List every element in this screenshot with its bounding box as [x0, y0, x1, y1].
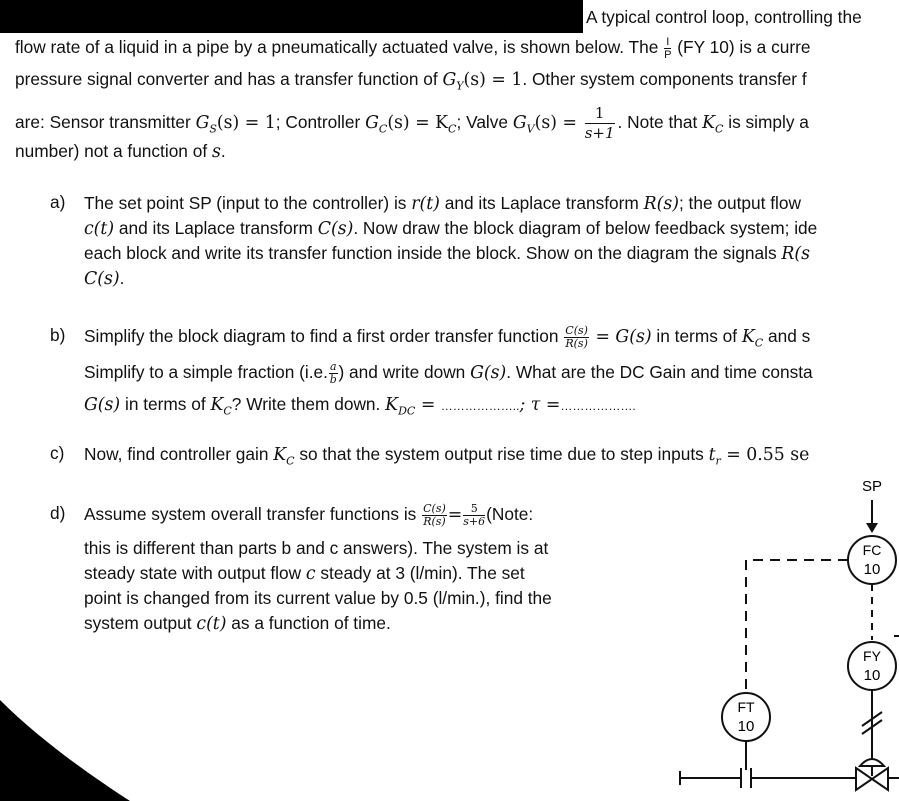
part-d-line-4: point is changed from its current value by 0.5 (l/min.), find the — [84, 588, 552, 608]
part-d-line-5: system output c(t) as a function of time. — [84, 613, 391, 634]
part-a-label: a) — [50, 192, 66, 212]
part-b-line-3: G(s) in terms of $K_C$? Write them down. $K_{DC}$ = ………………..; τ =………………. — [84, 394, 636, 418]
ft-tag: FT — [737, 699, 755, 715]
fy-number: 10 — [863, 667, 881, 684]
intro-line-1: A typical control loop, controlling the — [586, 7, 862, 27]
part-b-line-2: Simplify to a simple fraction (i.e. $\frac{a}{b}$ ) and write down G(s). What are the DC Gain and time consta — [84, 360, 813, 386]
ft-number: 10 — [737, 718, 755, 735]
sp-arrow-head — [866, 523, 878, 533]
part-d-line-2: this is different than parts b and c answers). The system is at — [84, 538, 549, 558]
signal-line-ft-fc — [746, 560, 848, 693]
cr-fraction-d: $\frac{C(s)}{R(s)}$ — [423, 502, 446, 528]
part-b-label: b) — [50, 325, 66, 345]
part-a-line-3: each block and write its transfer function inside the block. Show on the diagram the signals R(s — [84, 243, 811, 264]
fy-tag: FY — [863, 648, 881, 664]
part-a-line-2: c(t) and its Laplace transform C(s). Now draw the block diagram of below feedback system; ide — [84, 218, 818, 239]
part-c-label: c) — [50, 443, 65, 463]
ab-fraction: $\frac{a}{b}$ — [329, 360, 337, 386]
part-b-line-1: Simplify the block diagram to find a first order transfer function $\frac{C(s)}{R(s)}$ = G(s) in terms of $K_C$ and s — [84, 324, 811, 350]
fc-number: 10 — [863, 561, 881, 578]
part-d-label: d) — [50, 503, 66, 523]
valve-actuator — [860, 759, 884, 766]
intro-line-4: are: Sensor transmitter $G_S(s) = 1$; Controller $G_C(s) = K_C$; Valve $G_V(s)$ = $\frac{1}{s+1}$ . Note that $K_C$ is simply a — [15, 104, 809, 142]
five-over-s6-fraction: $\frac{5}{s+6}$ — [463, 502, 486, 528]
intro-line-3: pressure signal converter and has a transfer function of $G_Y(s) = 1$. Other system components transfer f — [15, 69, 807, 93]
part-a-line-1: The set point SP (input to the controller) is r(t) and its Laplace transform R(s); the output flow — [84, 193, 801, 214]
redaction-corner — [0, 700, 130, 801]
fc-tag: FC — [862, 542, 882, 558]
part-d-line-3: steady state with output flow c steady at 3 (l/min). The set — [84, 563, 525, 584]
ip-fraction: $\frac{I}{P}$ — [664, 36, 672, 61]
part-c-line-1: Now, find controller gain $K_C$ so that the system output rise time due to step inputs $t_r = 0.55$ se — [84, 444, 810, 468]
part-a-line-4: C(s). — [84, 268, 125, 289]
cr-fraction: $\frac{C(s)}{R(s)}$ — [565, 324, 588, 350]
part-d-line-1: Assume system overall transfer functions is $\frac{C(s)}{R(s)}$ = $\frac{5}{s+6}$ (Note: — [84, 502, 534, 528]
sp-label: SP — [861, 478, 883, 495]
intro-line-2: flow rate of a liquid in a pipe by a pneumatically actuated valve, is shown below. The $\frac{I}{P}$ (FY 10) is a curre — [15, 36, 811, 61]
intro-line-5: number) not a function of s. — [15, 141, 226, 162]
valve-tf-fraction: $\frac{1}{s+1}$ — [584, 104, 615, 142]
